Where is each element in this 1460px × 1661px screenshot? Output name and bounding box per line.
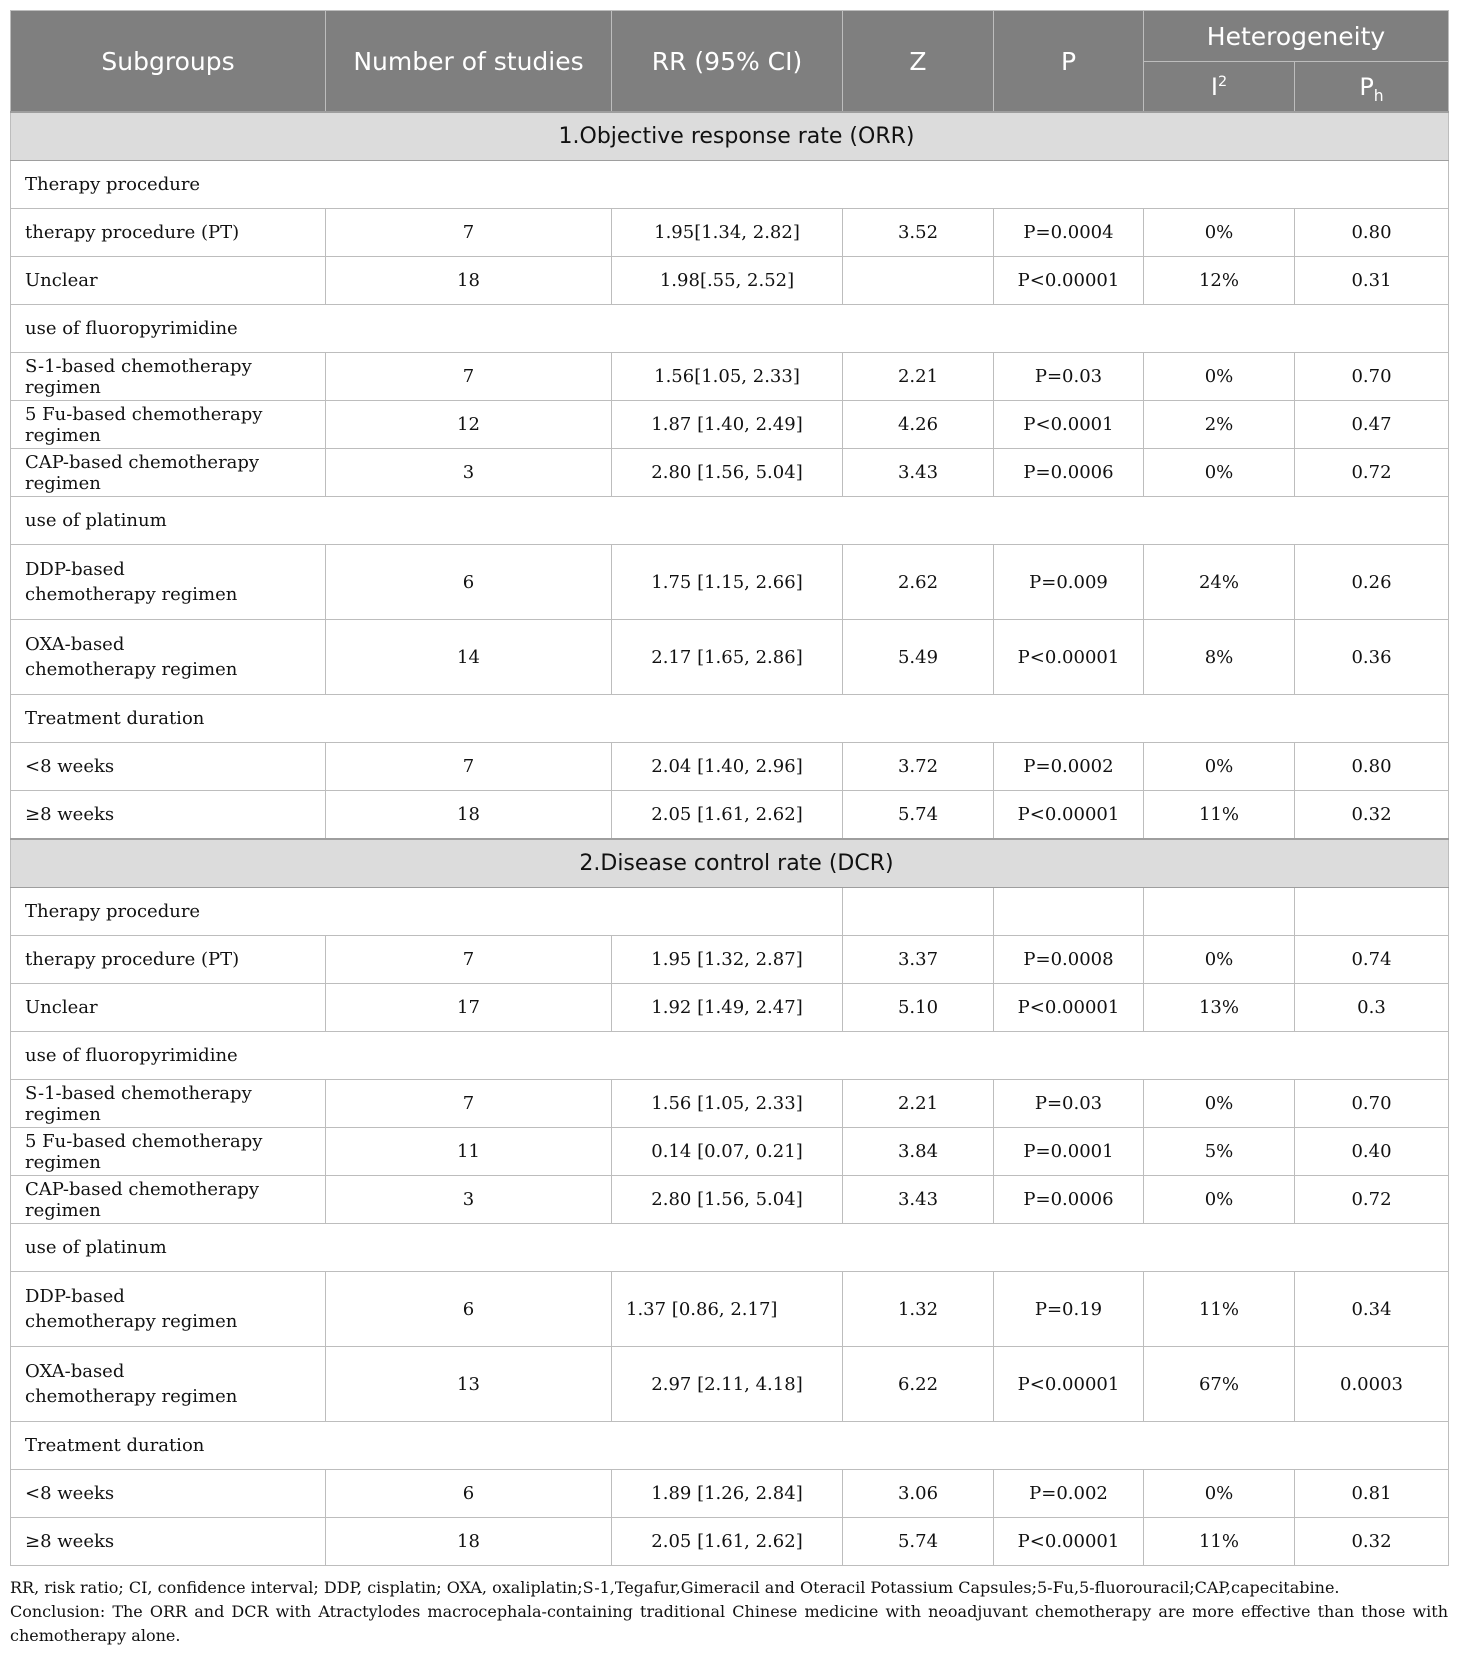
z-cell [843,257,994,305]
ph-cell: 0.47 [1295,401,1449,449]
i2-cell: 0% [1144,449,1295,497]
number-of-studies-cell: 6 [326,1470,612,1518]
number-of-studies-cell: 18 [326,791,612,840]
table-row [11,545,1449,620]
conclusion: Conclusion: The ORR and DCR with Atractylodes macrocephala-containing traditional Chinese medicine with neoadjuvant chemotherapy are more effective than those with chemotherapy alone. [10,1602,1448,1645]
section-row [11,839,1449,888]
ph-cell: 0.81 [1295,1470,1449,1518]
table-row [11,936,1449,984]
subgroup-label: 5 Fu-based chemotherapy regimen [11,1128,326,1176]
z-cell: 3.43 [843,1176,994,1224]
header-ph-base: P [1359,72,1374,101]
p-cell: P=0.0004 [994,209,1144,257]
group-label: use of fluoropyrimidine [11,1032,1449,1080]
empty-cell [994,888,1144,936]
ph-cell: 0.72 [1295,1176,1449,1224]
table-row [11,984,1449,1032]
group-label: use of platinum [11,1224,1449,1272]
number-of-studies-cell: 14 [326,620,612,695]
p-cell: P<0.00001 [994,257,1144,305]
group-row [11,305,1449,353]
ph-cell: 0.3 [1295,984,1449,1032]
group-row [11,497,1449,545]
subgroup-label-line1: DDP-based [25,1286,125,1307]
ph-cell: 0.34 [1295,1272,1449,1347]
subgroup-label-line1: OXA-based [25,634,125,655]
i2-cell: 5% [1144,1128,1295,1176]
p-cell: P<0.00001 [994,1518,1144,1566]
i2-cell: 0% [1144,353,1295,401]
rr-cell: 1.56[1.05, 2.33] [612,353,843,401]
i2-cell: 0% [1144,936,1295,984]
header-ph-sub: h [1373,86,1384,105]
z-cell: 2.21 [843,1080,994,1128]
subgroup-label: ≥8 weeks [11,791,326,840]
section-title: 1.Objective response rate (ORR) [11,112,1449,161]
i2-cell: 2% [1144,401,1295,449]
subgroup-label [11,1272,326,1347]
number-of-studies-cell: 17 [326,984,612,1032]
ph-cell: 0.0003 [1295,1347,1449,1422]
rr-cell: 1.92 [1.49, 2.47] [612,984,843,1032]
ph-cell: 0.72 [1295,449,1449,497]
number-of-studies-cell: 7 [326,209,612,257]
p-cell: P=0.03 [994,353,1144,401]
rr-cell: 2.97 [2.11, 4.18] [612,1347,843,1422]
ph-cell: 0.31 [1295,257,1449,305]
number-of-studies-cell: 7 [326,1080,612,1128]
rr-cell: 1.37 [0.86, 2.17] [612,1272,843,1347]
p-cell: P<0.00001 [994,791,1144,840]
rr-cell: 2.04 [1.40, 2.96] [612,743,843,791]
p-cell: P=0.0006 [994,1176,1144,1224]
footnote: RR, risk ratio; CI, confidence interval; DDP, cisplatin; OXA, oxaliplatin;S-1,Tegafur,Gimeracil and Oteracil Potassium Capsules;5-Fu,5-fluorouracil;CAP,capecitabine. [10,1578,1340,1597]
table-row [11,1470,1449,1518]
i2-cell: 11% [1144,1272,1295,1347]
table-row [11,353,1449,401]
empty-cell [843,888,994,936]
number-of-studies-cell: 11 [326,1128,612,1176]
header-ph [1295,62,1449,113]
rr-cell: 2.05 [1.61, 2.62] [612,791,843,840]
p-cell: P=0.0002 [994,743,1144,791]
group-row [11,161,1449,209]
p-cell: P<0.0001 [994,401,1144,449]
z-cell: 3.06 [843,1470,994,1518]
subgroup-analysis-table [10,10,1449,1566]
z-cell: 3.84 [843,1128,994,1176]
table-row [11,791,1449,840]
rr-cell: 2.17 [1.65, 2.86] [612,620,843,695]
z-cell: 3.37 [843,936,994,984]
z-cell: 2.62 [843,545,994,620]
p-cell: P=0.03 [994,1080,1144,1128]
subgroup-label: CAP-based chemotherapy regimen [11,1176,326,1224]
i2-cell: 24% [1144,545,1295,620]
subgroup-label: <8 weeks [11,1470,326,1518]
group-label: use of platinum [11,497,1449,545]
group-label: Therapy procedure [11,161,1449,209]
i2-cell: 0% [1144,1080,1295,1128]
header-rr: RR (95% CI) [612,11,843,113]
group-label: use of fluoropyrimidine [11,305,1449,353]
subgroup-label [11,545,326,620]
i2-cell: 13% [1144,984,1295,1032]
section-row [11,112,1449,161]
number-of-studies-cell: 3 [326,449,612,497]
subgroup-label: <8 weeks [11,743,326,791]
group-row [11,695,1449,743]
header-number-of-studies: Number of studies [326,11,612,113]
i2-cell: 12% [1144,257,1295,305]
ph-cell: 0.32 [1295,791,1449,840]
group-label: Treatment duration [11,695,1449,743]
z-cell: 5.74 [843,1518,994,1566]
number-of-studies-cell: 18 [326,1518,612,1566]
header-z: Z [843,11,994,113]
section-title: 2.Disease control rate (DCR) [11,839,1449,888]
ph-cell: 0.36 [1295,620,1449,695]
header-i2 [1144,62,1295,113]
rr-cell: 2.80 [1.56, 5.04] [612,449,843,497]
group-row [11,1032,1449,1080]
number-of-studies-cell: 7 [326,936,612,984]
number-of-studies-cell: 7 [326,353,612,401]
table-wrapper [10,10,1448,1648]
header-heterogeneity: Heterogeneity [1144,11,1449,62]
z-cell: 4.26 [843,401,994,449]
table-body [11,112,1449,1566]
ph-cell: 0.70 [1295,1080,1449,1128]
z-cell: 6.22 [843,1347,994,1422]
subgroup-label-line2: chemotherapy regimen [25,659,238,680]
subgroup-label: Unclear [11,257,326,305]
group-label: Therapy procedure [11,888,843,936]
table-row [11,743,1449,791]
subgroup-label: ≥8 weeks [11,1518,326,1566]
p-cell: P<0.00001 [994,984,1144,1032]
subgroup-label: S-1-based chemotherapy regimen [11,1080,326,1128]
table-row [11,1518,1449,1566]
z-cell: 5.10 [843,984,994,1032]
table-row [11,1347,1449,1422]
subgroup-label: CAP-based chemotherapy regimen [11,449,326,497]
empty-cell [1144,888,1295,936]
subgroup-label [11,620,326,695]
rr-cell: 1.87 [1.40, 2.49] [612,401,843,449]
i2-cell: 0% [1144,1176,1295,1224]
subgroup-label: therapy procedure (PT) [11,936,326,984]
rr-cell: 1.75 [1.15, 2.66] [612,545,843,620]
header-i2-sup: 2 [1217,73,1228,90]
number-of-studies-cell: 7 [326,743,612,791]
ph-cell: 0.70 [1295,353,1449,401]
z-cell: 3.43 [843,449,994,497]
table-row [11,449,1449,497]
subgroup-label-line2: chemotherapy regimen [25,584,238,605]
ph-cell: 0.32 [1295,1518,1449,1566]
group-row [11,1224,1449,1272]
ph-cell: 0.80 [1295,743,1449,791]
p-cell: P=0.0008 [994,936,1144,984]
table-row [11,401,1449,449]
ph-cell: 0.40 [1295,1128,1449,1176]
subgroup-label: 5 Fu-based chemotherapy regimen [11,401,326,449]
header-i2-base: I [1210,72,1218,101]
i2-cell: 8% [1144,620,1295,695]
rr-cell: 1.95 [1.32, 2.87] [612,936,843,984]
header-p: P [994,11,1144,113]
subgroup-label-line1: OXA-based [25,1361,125,1382]
number-of-studies-cell: 18 [326,257,612,305]
z-cell: 5.49 [843,620,994,695]
header-subgroups: Subgroups [11,11,326,113]
number-of-studies-cell: 6 [326,545,612,620]
i2-cell: 0% [1144,743,1295,791]
rr-cell: 2.80 [1.56, 5.04] [612,1176,843,1224]
p-cell: P<0.00001 [994,1347,1144,1422]
rr-cell: 1.56 [1.05, 2.33] [612,1080,843,1128]
empty-cell [1295,888,1449,936]
subgroup-label-line2: chemotherapy regimen [25,1311,238,1332]
group-label: Treatment duration [11,1422,1449,1470]
ph-cell: 0.80 [1295,209,1449,257]
table-row [11,1128,1449,1176]
number-of-studies-cell: 13 [326,1347,612,1422]
subgroup-label [11,1347,326,1422]
p-cell: P=0.19 [994,1272,1144,1347]
group-row [11,888,1449,936]
table-row [11,1176,1449,1224]
p-cell: P<0.00001 [994,620,1144,695]
i2-cell: 0% [1144,209,1295,257]
table-row [11,1080,1449,1128]
table-row [11,209,1449,257]
p-cell: P=0.0006 [994,449,1144,497]
rr-cell: 1.98[.55, 2.52] [612,257,843,305]
p-cell: P=0.002 [994,1470,1144,1518]
rr-cell: 0.14 [0.07, 0.21] [612,1128,843,1176]
table-header [11,11,1449,113]
i2-cell: 67% [1144,1347,1295,1422]
i2-cell: 0% [1144,1470,1295,1518]
rr-cell: 1.89 [1.26, 2.84] [612,1470,843,1518]
table-row [11,1272,1449,1347]
subgroup-label: therapy procedure (PT) [11,209,326,257]
group-row [11,1422,1449,1470]
z-cell: 1.32 [843,1272,994,1347]
z-cell: 3.72 [843,743,994,791]
i2-cell: 11% [1144,791,1295,840]
z-cell: 2.21 [843,353,994,401]
ph-cell: 0.26 [1295,545,1449,620]
subgroup-label-line1: DDP-based [25,559,125,580]
table-notes [10,1576,1448,1648]
table-row [11,620,1449,695]
z-cell: 5.74 [843,791,994,840]
number-of-studies-cell: 12 [326,401,612,449]
table-row [11,257,1449,305]
z-cell: 3.52 [843,209,994,257]
i2-cell: 11% [1144,1518,1295,1566]
p-cell: P=0.0001 [994,1128,1144,1176]
number-of-studies-cell: 3 [326,1176,612,1224]
number-of-studies-cell: 6 [326,1272,612,1347]
subgroup-label: Unclear [11,984,326,1032]
p-cell: P=0.009 [994,545,1144,620]
subgroup-label-line2: chemotherapy regimen [25,1386,238,1407]
ph-cell: 0.74 [1295,936,1449,984]
rr-cell: 2.05 [1.61, 2.62] [612,1518,843,1566]
subgroup-label: S-1-based chemotherapy regimen [11,353,326,401]
rr-cell: 1.95[1.34, 2.82] [612,209,843,257]
